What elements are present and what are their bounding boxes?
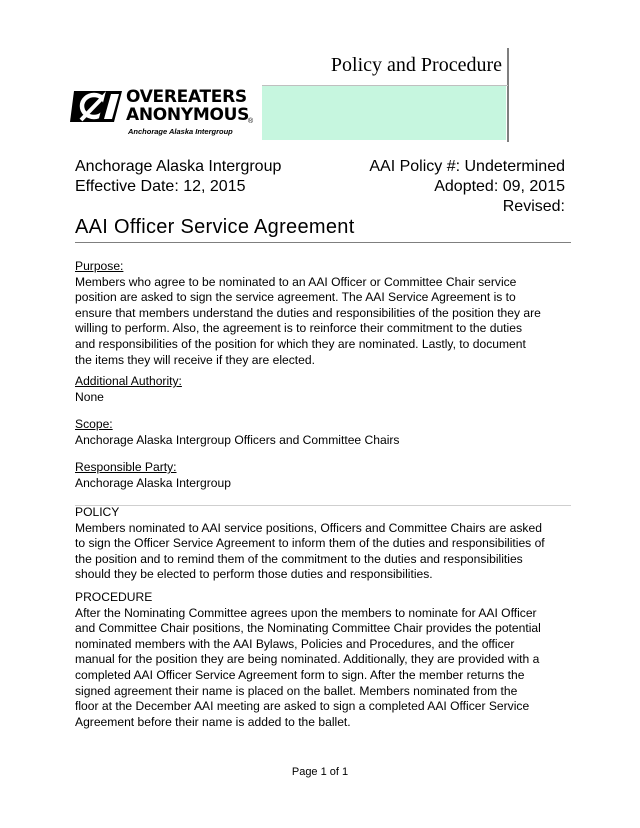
organization-name: Anchorage Alaska Intergroup [75,158,282,175]
purpose-line: Members who agree to be nominated to an AAI Officer or Committee Chair service [75,274,517,289]
scope-section [75,417,575,448]
purpose-line: willing to perform. Also, the agreement is to reinforce their commitment to the duties [75,321,522,336]
responsible-heading: Responsible Party: [75,460,177,474]
procedure-line: and Committee Chair positions, the Nominating Committee Chair provides the potential [75,621,541,636]
policy-number: AAI Policy #: Undetermined [369,158,565,175]
purpose-line: and responsibilities of the position for which they are nominated. Lastly, to document [75,336,526,351]
header-title: Policy and Procedure [330,54,502,76]
procedure-line: After the Nominating Committee agrees upon the members to nominate for AAI Officer [75,605,537,620]
authority-section [75,374,575,405]
policy-line: to sign the Officer Service Agreement to inform them of the duties and responsibilities of [75,536,545,551]
authority-heading: Additional Authority: [75,374,182,388]
policy-section [75,505,575,583]
authority-text: None [75,389,104,404]
document-title: AAI Officer Service Agreement [75,216,355,238]
policy-line: the position and to remind them of the commitment to the duties and responsibilities [75,551,523,566]
responsible-text: Anchorage Alaska Intergroup [75,475,231,490]
procedure-line: manual for the position they are being nominated. Additionally, they are provided with a [75,652,540,667]
title-divider [75,242,571,243]
page-number: Page 1 of 1 [291,766,349,778]
scope-heading: Scope: [75,417,113,431]
purpose-heading: Purpose: [75,259,124,273]
meta-left [75,157,281,197]
effective-date: Effective Date: 12, 2015 [75,178,246,195]
procedure-line: Agreement before their name is added to the ballet. [75,714,351,729]
policy-line: should they be elected to perform those duties and responsibilities. [75,567,433,582]
purpose-section [75,259,575,368]
header-divider-vertical [507,48,509,142]
purpose-line: ensure that members understand the duties and responsibilities of the position they are [75,305,541,320]
purpose-line: position are asked to sign the service agreement. The AAI Service Agreement is to [75,290,516,305]
procedure-line: completed AAI Officer Service Agreement form to sign. After the member returns the [75,667,525,682]
logo-subline: Anchorage Alaska Intergroup [128,127,233,136]
registered-mark: ® [248,118,254,125]
procedure-line: floor at the December AAI meeting are asked to sign a completed AAI Officer Service [75,699,530,714]
purpose-line: the items they will receive if they are elected. [75,352,315,367]
procedure-heading: PROCEDURE [75,590,153,604]
revised-date: Revised: [502,198,565,215]
policy-heading: POLICY [75,505,120,519]
header-color-box [262,86,506,140]
responsible-section [75,460,575,491]
procedure-line: signed agreement their name is placed on the ballet. Members nominated from the [75,683,518,698]
logo-line-2: ANONYMOUS [126,105,250,125]
policy-line: Members nominated to AAI service positions, Officers and Committee Chairs are asked [75,520,542,535]
scope-text: Anchorage Alaska Intergroup Officers and Committee Chairs [75,432,400,447]
procedure-line: nominated members with the AAI Bylaws, Policies and Procedures, and the officer [75,636,515,651]
adopted-date: Adopted: 09, 2015 [434,178,565,195]
procedure-section [75,590,575,730]
logo-line-1: OVEREATERS [126,87,247,107]
meta-right [369,157,565,217]
